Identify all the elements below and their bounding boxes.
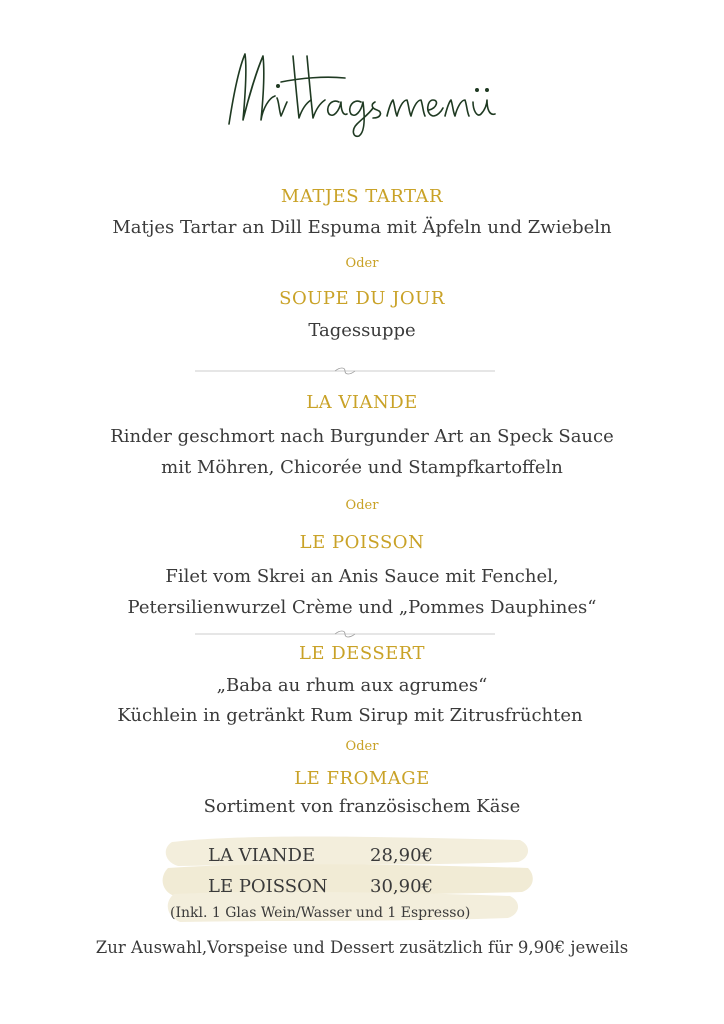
starter-option2-heading: SOUPE DU JOUR: [279, 288, 445, 309]
dessert-option2-description: Sortiment von französischem Käse: [203, 796, 521, 817]
dessert-option1-heading: LE DESSERT: [298, 643, 426, 664]
main-option2-heading: LE POISSON: [299, 532, 425, 553]
starter-option1-description: Matjes Tartar an Dill Espuma mit Äpfeln und Zwiebeln: [112, 217, 612, 238]
section-divider: [195, 629, 495, 639]
main-option2-description-line1: Filet vom Skrei an Anis Sauce mit Fenchel,: [165, 566, 559, 587]
menu-title-script: [215, 38, 515, 138]
starter-option2-description: Tagessuppe: [308, 320, 416, 341]
footer-note: Zur Auswahl,Vorspeise und Dessert zusätzlich für 9,90€ jeweils: [95, 938, 629, 957]
price-item-name: LE POISSON: [208, 876, 328, 897]
price-note: (Inkl. 1 Glas Wein/Wasser und 1 Espresso): [170, 905, 471, 921]
dessert-or-label: Oder: [345, 739, 379, 754]
menu-title: [0, 38, 724, 148]
section-divider: [195, 366, 495, 376]
main-or-label: Oder: [345, 498, 379, 513]
main-option1-heading: LA VIANDE: [306, 392, 418, 413]
main-option1-description-line1: Rinder geschmort nach Burgunder Art an Speck Sauce: [110, 426, 614, 447]
price-item-value: 28,90€: [370, 845, 433, 866]
dessert-option1-description-line1: „Baba au rhum aux agrumes“: [216, 675, 488, 696]
starter-option1-heading: MATJES TARTAR: [280, 186, 444, 207]
main-option2-description-line2: Petersilienwurzel Crème und „Pommes Dauphines“: [127, 597, 597, 618]
price-item-name: LA VIANDE: [208, 845, 316, 866]
dessert-option2-heading: LE FROMAGE: [294, 768, 430, 789]
main-option1-description-line2: mit Möhren, Chicorée und Stampfkartoffeln: [161, 457, 563, 478]
dessert-option1-description-line2: Küchlein in getränkt Rum Sirup mit Zitrusfrüchten: [117, 705, 583, 726]
starter-or-label: Oder: [345, 256, 379, 271]
price-item-value: 30,90€: [370, 876, 433, 897]
